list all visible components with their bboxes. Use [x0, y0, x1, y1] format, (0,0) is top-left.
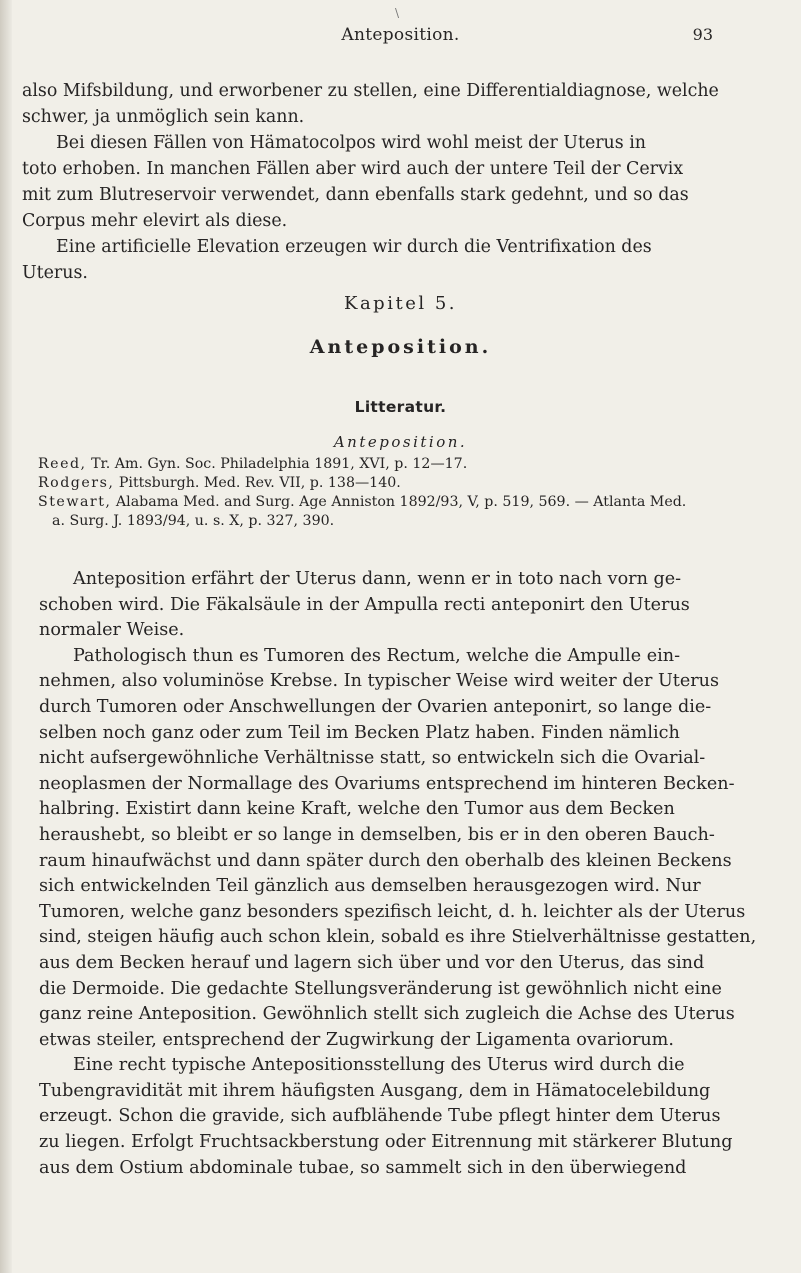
- text-line: raum hinaufwächst und dann später durch den oberhalb des kleinen Beckens: [39, 850, 732, 871]
- text-line: schoben wird. Die Fäkalsäule in der Ampulla recti anteponirt den Uterus: [39, 594, 690, 615]
- text-line: zu liegen. Erfolgt Fruchtsackberstung oder Eitrennung mit stärkerer Blutung: [39, 1132, 733, 1153]
- text-line: Pathologisch thun es Tumoren des Rectum, welche die Ampulle ein-: [73, 645, 681, 666]
- reference-author: Stewart,: [38, 494, 112, 510]
- reference-text: Pittsburgh. Med. Rev. VII, p. 138—140.: [114, 475, 401, 491]
- text-line: Bei diesen Fällen von Hämatocolpos wird wohl meist der Uterus in: [56, 133, 646, 153]
- text-line: neoplasmen der Normallage des Ovariums entsprechend im hinteren Becken-: [39, 773, 735, 794]
- intro-text: [22, 78, 722, 286]
- chapter-title: Anteposition.: [309, 336, 492, 358]
- running-title: Anteposition.: [341, 25, 460, 45]
- reference-author: Reed,: [38, 456, 87, 472]
- reference-item: [38, 455, 778, 474]
- text-line: sind, steigen häufig auch schon klein, sobald es ihre Stielverhältnisse gestatten,: [39, 927, 757, 948]
- text-line: schwer, ja unmöglich sein kann.: [22, 107, 305, 127]
- text-line: selben noch ganz oder zum Teil im Becken Platz haben. Finden nämlich: [39, 722, 680, 743]
- text-line: durch Tumoren oder Anschwellungen der Ovarien anteponirt, so lange die-: [39, 696, 712, 717]
- chapter-label: Kapitel 5.: [344, 293, 457, 314]
- text-line: die Dermoide. Die gedachte Stellungsveränderung ist gewöhnlich nicht eine: [39, 978, 722, 999]
- reference-author: Rodgers,: [38, 475, 115, 491]
- text-line: Tumoren, welche ganz besonders spezifisch leicht, d. h. leichter als der Uterus: [39, 901, 746, 922]
- text-line: Eine recht typische Antepositionsstellung des Uterus wird durch die: [73, 1055, 685, 1076]
- reference-text: Tr. Am. Gyn. Soc. Philadelphia 1891, XVI, p. 12—17.: [86, 456, 468, 472]
- literature-heading: Litteratur.: [354, 398, 447, 416]
- text-line: nicht aufsergewöhnliche Verhältnisse statt, so entwickeln sich die Ovarial-: [39, 748, 706, 769]
- header-tick-mark: \: [395, 6, 400, 20]
- text-line: Eine artificielle Elevation erzeugen wir durch die Ventrifixation des: [56, 237, 652, 257]
- main-text: [39, 567, 779, 1181]
- text-line: halbring. Existirt dann keine Kraft, welche den Tumor aus dem Becken: [39, 799, 675, 820]
- text-line: aus dem Ostium abdominale tubae, so sammelt sich in den überwiegend: [39, 1157, 687, 1178]
- literature-subheading: Anteposition.: [333, 433, 468, 451]
- text-line: normaler Weise.: [39, 620, 185, 641]
- reference-text: Alabama Med. and Surg. Age Anniston 1892/93, V, p. 519, 569. — Atlanta Med.: [111, 494, 687, 510]
- text-line: erzeugt. Schon die gravide, sich aufblähende Tube pflegt hinter dem Uterus: [39, 1106, 721, 1127]
- reference-item: [38, 493, 778, 512]
- text-line: toto erhoben. In manchen Fällen aber wird auch der untere Teil der Cervix: [22, 159, 684, 179]
- reference-list: [38, 455, 778, 531]
- text-line: etwas steiler, entsprechend der Zugwirkung der Ligamenta ovariorum.: [39, 1029, 674, 1050]
- text-line: mit zum Blutreservoir verwendet, dann ebenfalls stark gedehnt, und so das: [22, 185, 689, 205]
- reference-item: [38, 474, 778, 493]
- reference-continuation: a. Surg. J. 1893/94, u. s. X, p. 327, 390.: [52, 513, 335, 529]
- text-line: nehmen, also voluminöse Krebse. In typischer Weise wird weiter der Uterus: [39, 671, 720, 692]
- text-line: Uterus.: [22, 263, 88, 283]
- text-line: Anteposition erfährt der Uterus dann, wenn er in toto nach vorn ge-: [73, 569, 682, 589]
- text-line: heraushebt, so bleibt er so lange in demselben, bis er in den oberen Bauch-: [39, 824, 715, 845]
- text-line: Tubengravidität mit ihrem häufigsten Ausgang, dem in Hämatocelebildung: [39, 1080, 711, 1101]
- text-line: ganz reine Anteposition. Gewöhnlich stellt sich zugleich die Achse des Uterus: [39, 1004, 735, 1025]
- text-line: sich entwickelnden Teil gänzlich aus demselben herausgezogen wird. Nur: [39, 876, 701, 897]
- text-line: Corpus mehr elevirt als diese.: [22, 211, 288, 231]
- text-line: also Mifsbildung, und erworbener zu stellen, eine Differentialdiagnose, welche: [22, 81, 719, 101]
- running-header: [0, 6, 801, 52]
- text-line: aus dem Becken herauf und lagern sich über und vor den Uterus, das sind: [39, 952, 705, 973]
- page-number: 93: [692, 25, 713, 44]
